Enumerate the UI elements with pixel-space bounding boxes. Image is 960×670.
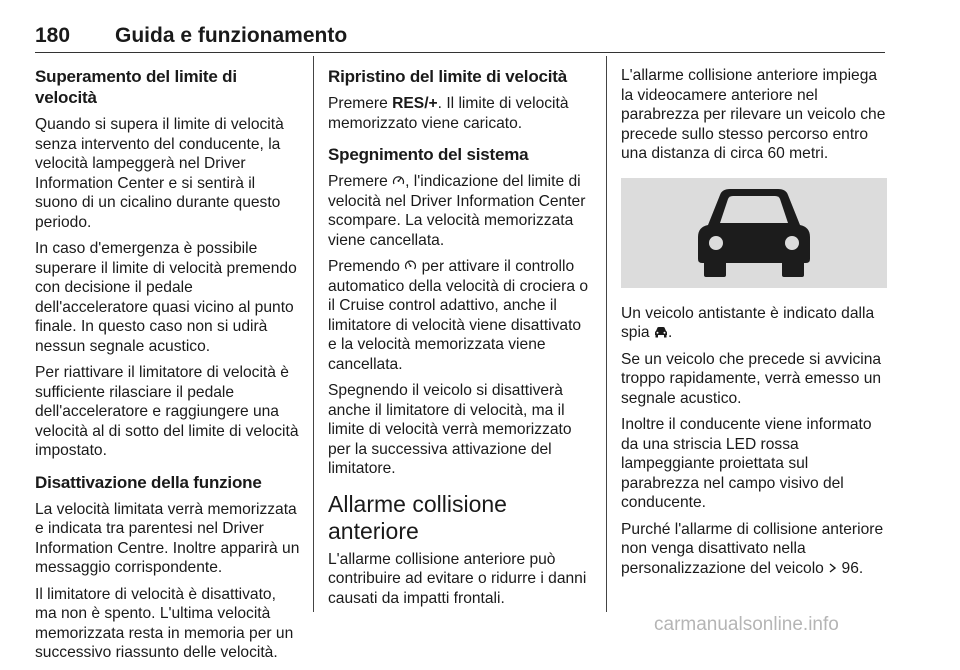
car-front-illustration	[621, 178, 887, 288]
section-heading-speed-restore: Ripristino del limite di velocità	[328, 67, 568, 86]
vehicle-ahead-icon	[654, 326, 668, 338]
paragraph: In caso d'emergenza è possibile superare il limite di velocità premendo con decisione il pedale dell'acceleratore quasi vicino al punto finale. In questo caso non si udirà nessun segnale acustico.	[35, 240, 297, 355]
paragraph	[328, 172, 594, 250]
column-divider	[313, 56, 314, 612]
paragraph: Spegnendo il veicolo si disattiverà anche il limitatore di velocità, ma il limite di velocità verrà memorizzato per la successiva attivazione del limitatore.	[328, 382, 572, 477]
chapter-title: Guida e funzionamento	[115, 24, 348, 47]
paragraph	[621, 520, 887, 579]
section-heading-forward-collision: Allarme collisione anteriore	[328, 490, 507, 544]
column-divider	[606, 56, 607, 612]
text: . Il limite di velocità memorizzato viene caricato.	[328, 95, 569, 132]
paragraph: L'allarme collisione anteriore impiega la videocamere anteriore nel parabrezza per rilevare un veicolo che precede sullo stesso percorso entro una distanza di circa 60 metri.	[621, 67, 886, 162]
paragraph: Il limitatore di velocità è disattivato, ma non è spento. L'ultima velocità memorizzata resta in memoria per un successivo riassunto delle velocità.	[35, 585, 294, 661]
paragraph: La velocità limitata verrà memorizzata e indicata tra parentesi nel Driver Information Centre. Inoltre apparirà un messaggio corrispondente.	[35, 500, 300, 576]
paragraph: Quando si supera il limite di velocità senza intervento del conducente, la velocità lampeggerà nel Driver Information Center e si sentirà il suono di un cicalino durante questo periodo.	[35, 116, 284, 231]
paragraph: Se un veicolo che precede si avvicina troppo rapidamente, verrà emesso un segnale acustico.	[621, 350, 882, 407]
text: Premere	[328, 95, 393, 112]
paragraph: L'allarme collisione anteriore può contribuire ad evitare o ridurre i danni causati da impatti frontali.	[328, 550, 587, 607]
speed-limiter-icon	[392, 174, 405, 187]
paragraph	[328, 257, 594, 374]
page-number: 180	[35, 24, 71, 47]
text: Premere	[328, 173, 393, 190]
text: .	[858, 559, 864, 577]
paragraph	[621, 304, 887, 343]
res-button-label: RES/+	[392, 95, 438, 112]
text: per attivare il controllo automatico della velocità di crociera o il Cruise control adattivo, anche il limitatore di velocità viene disattivato e la velocità memorizzata viene cancellata.	[328, 258, 589, 373]
text: Un veicolo antistante è indicato dalla spia	[621, 304, 875, 341]
text: Premendo	[328, 258, 405, 275]
text: Purché l'allarme di collisione anteriore non venga disattivato nella personalizzazione del veicolo	[621, 520, 884, 577]
watermark: carmanualsonline.info	[654, 614, 839, 635]
page-reference-arrow-icon	[828, 562, 837, 574]
section-heading-deactivation: Disattivazione della funzione	[35, 472, 262, 492]
section-heading-speed-exceeded: Superamento del limite di velocità	[35, 67, 237, 107]
paragraph: Inoltre il conducente viene informato da una striscia LED rossa lampeggiante proiettata sul parabrezza nel campo visivo del conducente.	[621, 416, 872, 511]
text: .	[667, 324, 673, 341]
page-reference-link[interactable]: 96	[841, 559, 859, 577]
section-heading-system-off: Spegnimento del sistema	[328, 145, 529, 164]
car-front-icon	[690, 185, 818, 281]
paragraph: Per riattivare il limitatore di velocità è sufficiente rilasciare il pedale dell'acceleratore e raggiungere una velocità al di sotto del limite di velocità impostato.	[35, 364, 299, 459]
column-2	[328, 66, 594, 615]
page-header	[35, 22, 885, 53]
column-1	[35, 66, 301, 670]
cruise-control-icon	[404, 259, 417, 272]
text: , l'indicazione del limite di velocità nel Driver Information Center scompare. La velocità memorizzata viene cancellata.	[328, 173, 586, 249]
paragraph	[328, 94, 594, 133]
column-3	[621, 66, 887, 585]
